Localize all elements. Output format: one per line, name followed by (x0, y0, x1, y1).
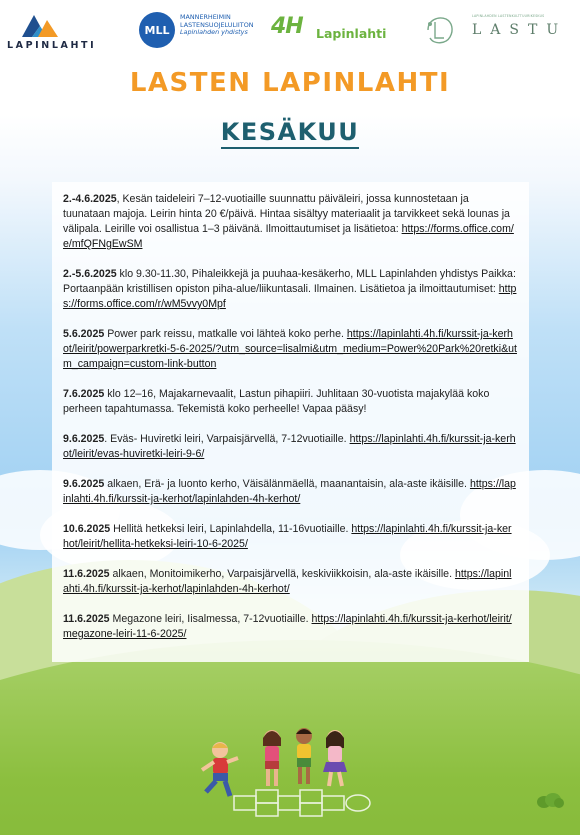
event-text: . Eväs- Huviretki leiri, Varpaisjärvellä, 7-12vuotiaille. (104, 433, 350, 445)
mll-line3: Lapinlahden yhdistys (180, 28, 248, 37)
event-link[interactable]: https://lapinlahti.4h.fi/kurssit-ja-kerhot/lapinlahden-4h-kerhot/ (63, 568, 512, 595)
event-text: alkaen, Erä- ja luonto kerho, Väisälänmäellä, maanantaisin, ala-aste ikäisille. (104, 478, 470, 490)
event-date: 5.6.2025 (63, 328, 105, 340)
event-text: klo 12–16, Majakarnevaalit, Lastun pihapiiri. Juhlitaan 30-vuotista majakylää koko perheen tapahtumassa. Tekemistä koko perheelle! Vapaa pääsy! (63, 388, 490, 415)
events-panel (52, 182, 529, 662)
event-date: 9.6.2025 (63, 433, 105, 445)
event-link[interactable]: https://lapinlahti.4h.fi/kurssit-ja-kerhot/lapinlahden-4h-kerhot/ (63, 478, 516, 505)
girl-illustration (320, 728, 350, 790)
event-text: , Kesän taideleiri 7–12-vuotiaille suunnattu päiväleiri, jossa kunnostetaan ja tuunataan majoja. Leirin hinta 20 €/päivä. Hintaa sisältyy materiaalit ja tarvikkeet sekä lounas ja välipala. Leirille voi osallistua 1–3 päivänä. Ilmoittautumiset ja lisätietoa: (63, 193, 510, 235)
girl-illustration (258, 728, 286, 790)
event-text: klo 9.30-11.30, Pihaleikkejä ja puuhaa-kesäkerho, MLL Lapinlahden yhdistys Paikka: Portaanpään kristillisen opiston piha-alue/liikuntasali. Ilmainen. Lisätietoa ja ilmoittautumiset: (63, 268, 516, 295)
event-item (63, 477, 517, 507)
event-link[interactable]: https://lapinlahti.4h.fi/kurssit-ja-kerhot/leirit/hellita-hetkeksi-leiri-10-6-2025/ (63, 523, 512, 550)
event-item (63, 387, 517, 417)
event-link[interactable]: https://lapinlahti.4h.fi/kurssit-ja-kerhot/leirit/megazone-leiri-11-6-2025/ (63, 613, 512, 640)
event-text: Power park reissu, matkalle voi lähteä koko perhe. (104, 328, 347, 340)
lapinlahti-logo-icon (20, 12, 60, 38)
lastu-logo-text: LASTU (472, 22, 568, 38)
4h-logo-mark: 4H (271, 14, 303, 39)
event-item (63, 192, 517, 252)
month-heading-text: KESÄKUU (221, 118, 360, 149)
month-heading (0, 118, 580, 146)
event-date: 11.6.2025 (63, 613, 110, 625)
event-link[interactable]: https://lapinlahti.4h.fi/kurssit-ja-kerhot/leirit/evas-huviretki-leiri-9-6/ (63, 433, 516, 460)
mll-line1: MANNERHEIMIN (180, 13, 231, 21)
4h-logo-text: Lapinlahti (316, 26, 387, 41)
event-text: Hellitä hetkeksi leiri, Lapinlahdella, 11-16vuotiaille. (110, 523, 352, 535)
mll-logo-text (180, 14, 254, 37)
lapinlahti-logo-text: LAPINLAHTI (7, 40, 97, 51)
event-link[interactable]: https://lapinlahti.4h.fi/kurssit-ja-kerhot/leirit/powerparkretki-5-6-2025/?utm_source=lisalmi&utm_medium=Power%20Park%20retki&utm_campaign=custom-link-button (63, 328, 517, 370)
event-date: 11.6.2025 (63, 568, 110, 580)
event-item (63, 522, 517, 552)
event-date: 10.6.2025 (63, 523, 111, 535)
boy-illustration (290, 726, 318, 788)
event-date: 2.-5.6.2025 (63, 268, 117, 280)
event-item (63, 327, 517, 372)
event-link[interactable]: https://forms.office.com/r/wM5vvy0Mpf (63, 283, 517, 310)
event-link[interactable]: https://forms.office.com/e/mfQFNgEwSM (63, 223, 514, 250)
hopscotch-illustration (230, 786, 380, 826)
event-date: 9.6.2025 (63, 478, 105, 490)
event-date: 2.-4.6.2025 (63, 193, 117, 205)
lastu-logo-subtext: LAPINLAHDEN LASTENKULTTUURIKESKUS (472, 14, 545, 18)
page-title: LASTEN LAPINLAHTI (129, 68, 451, 98)
bush-icon (536, 792, 564, 808)
event-date: 7.6.2025 (63, 388, 105, 400)
event-item (63, 432, 517, 462)
event-text: Megazone leiri, Iisalmessa, 7-12vuotiaille. (109, 613, 312, 625)
mll-logo: MLL (139, 12, 175, 48)
event-item (63, 567, 517, 597)
event-text: alkaen, Monitoimikerho, Varpaisjärvellä, keskiviikkoisin, ala-aste ikäisille. (109, 568, 455, 580)
event-item (63, 267, 517, 312)
lastu-logo-icon (424, 14, 456, 46)
mll-line2: LASTENSUOJELULIITON (180, 20, 254, 29)
event-item (63, 612, 517, 642)
